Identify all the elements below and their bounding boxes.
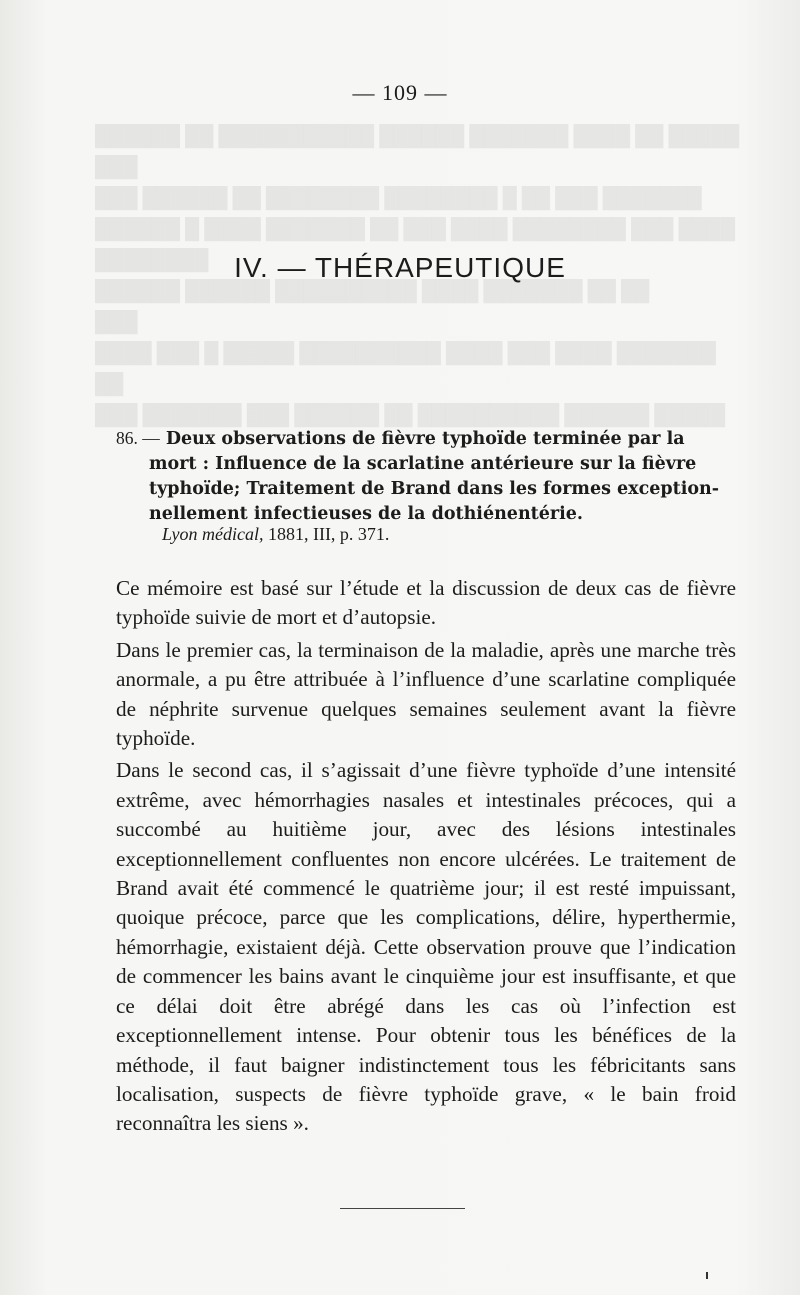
bibliography-entry-title (116, 426, 736, 527)
entry-title-line-4: nellement infectieuses de la dothiénentérie. (149, 504, 583, 524)
paragraph-3: Dans le second cas, il s’agissait d’une fièvre typhoïde d’une intensité extrême, avec hémorrhagies nasales et intestinales précoces, qui a succombé au huitième jour, avec des lésions intestinales exceptionnellement confluentes non encore ulcérées. Le traitement de Brand avait été commencé le quatrième jour; il est resté impuissant, quoique précoce, parce que les complications, délire, hyperthermie, hémorrhagie, existaient déjà. Cette observation prouve que l’indication de commencer les bains avant le cinquième jour est insuffisante, et que ce délai doit être abrégé dans les cas où l’infection est exceptionnellement intense. Pour obtenir tous les bénéfices de la méthode, il faut baigner indistinctement tous les fébricitants sans localisation, suspects de fièvre typhoïde grave, « le bain froid reconnaîtra les siens ». (116, 758, 736, 1136)
section-title: IV. — THÉRAPEUTIQUE (234, 252, 566, 283)
source-details: 1881, III, p. 371. (267, 524, 390, 544)
show-through-texture: ███ ███████ ███ ██████ ██ ██████████ ██████ █████ ██ ████ ███ █ █████ ██████████ ████ ███ ████ ███████ ███ ██████ ██████ ██████████ ████ ███████ ██ ██ ████████ ██████ █ ████ ███████ ██ ███ ████ ████████ ███ ████ ███ ██████ ██ ████████ ████████ █ ██ ███ ███████ ███ ██████ ██ ███████████ ██████ ███████ ████ ██ █████ (95, 125, 740, 426)
entry-title-text-1: Deux observations de fièvre typhoïde terminée par la (165, 429, 685, 449)
entry-number: 86. — (116, 428, 160, 448)
entry-title-line-2: mort : Influence de la scarlatine antérieure sur la fièvre (149, 454, 697, 474)
bottom-rule (340, 1208, 465, 1209)
entry-source (162, 524, 389, 545)
source-journal: Lyon médical, (162, 524, 264, 544)
page-number: — 109 — (352, 80, 448, 105)
paragraph-2: Dans le premier cas, la terminaison de la maladie, après une marche très anormale, a pu être attribuée à l’influence d’une scarlatine compliquée de néphrite survenue quelques semaines seulement avant la fièvre typhoïde. (116, 637, 736, 751)
paragraph-1: Ce mémoire est basé sur l’étude et la discussion de deux cas de fièvre typhoïde suivie de mort et d’autopsie. (116, 576, 736, 630)
entry-title-line-1 (116, 426, 736, 452)
body-text (116, 574, 736, 1142)
entry-title-line-3: typhoïde; Traitement de Brand dans les formes exception- (149, 479, 720, 499)
scan-speck (706, 1272, 708, 1279)
